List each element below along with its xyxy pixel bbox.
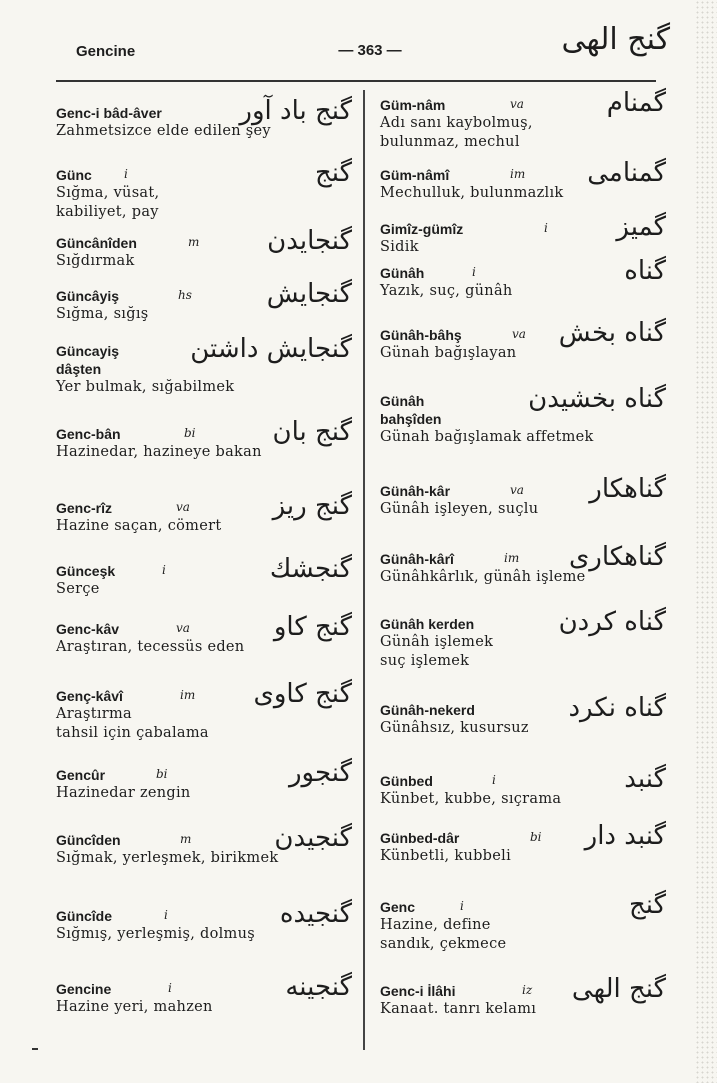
entry-arabic-script: گناهكارى <box>568 542 666 572</box>
entry-part-of-speech: i <box>124 167 128 181</box>
entry-part-of-speech: i <box>168 981 172 995</box>
dictionary-entry <box>56 679 356 743</box>
entry-arabic-script: گنج كاو <box>273 612 352 642</box>
entry-arabic-script: گمنام <box>606 88 666 118</box>
entry-definition: Sığmak, yerleşmek, birikmek <box>56 850 279 866</box>
entry-definition: Günâhsız, kusursuz <box>380 720 529 736</box>
entry-definition: Yazık, suç, günâh <box>380 283 513 299</box>
dictionary-entry <box>56 612 356 657</box>
entry-arabic-script: گنجيدن <box>274 823 352 853</box>
header-right-word: گنج الهى <box>561 22 670 57</box>
entry-arabic-script: گنج باد آور <box>239 96 352 126</box>
dictionary-entry <box>56 823 356 868</box>
entry-term: Günbed-dâr <box>380 830 460 846</box>
entry-definition: Hazine, define sandık, çekmece <box>380 917 507 952</box>
entry-part-of-speech: bi <box>184 426 196 440</box>
entry-term: Güncîden <box>56 832 121 848</box>
entry-term: Güm-nâmî <box>380 167 450 183</box>
entry-term: Günceşk <box>56 563 116 579</box>
entry-arabic-script: گنجايش <box>266 279 352 309</box>
entry-definition: Yer bulmak, sığabilmek <box>56 379 235 395</box>
dictionary-entry <box>380 384 670 447</box>
entry-arabic-script: گنبد دار <box>584 821 666 851</box>
entry-part-of-speech: va <box>176 500 190 514</box>
dictionary-entry <box>380 474 670 519</box>
entry-part-of-speech: i <box>472 265 476 279</box>
dictionary-entry <box>56 554 356 599</box>
dictionary-entry <box>380 212 670 257</box>
entry-part-of-speech: hs <box>178 288 192 302</box>
entry-part-of-speech: im <box>180 688 196 702</box>
entry-definition: Sığma, vüsat, kabiliyet, pay <box>56 185 160 220</box>
dictionary-entry <box>56 417 356 462</box>
entry-part-of-speech: i <box>460 899 464 913</box>
entry-term: Gimîz-gümîz <box>380 221 464 237</box>
entry-term: Günâh bahşîden <box>380 393 442 427</box>
entry-term: Günâh-nekerd <box>380 702 475 718</box>
dictionary-entry <box>56 158 356 222</box>
dictionary-entry <box>56 899 356 944</box>
entry-part-of-speech: va <box>512 327 526 341</box>
entry-part-of-speech: bi <box>156 767 168 781</box>
entry-arabic-script: گناه نكرد <box>568 693 666 723</box>
page-edge-texture <box>695 0 717 1083</box>
entry-term: Günc <box>56 167 92 183</box>
dictionary-entry <box>380 607 670 671</box>
entry-part-of-speech: im <box>504 551 520 565</box>
entry-arabic-script: گنجايش داشتن <box>190 334 352 364</box>
entry-arabic-script: گنجور <box>289 758 352 788</box>
entry-definition: Hazine yeri, mahzen <box>56 999 213 1015</box>
entry-definition: Günâh işlemek suç işlemek <box>380 634 494 669</box>
column-divider <box>363 90 365 1050</box>
entry-definition: Mechulluk, bulunmazlık <box>380 185 564 201</box>
entry-arabic-script: گناهكار <box>589 474 666 504</box>
entry-part-of-speech: i <box>164 908 168 922</box>
entry-definition: Zahmetsizce elde edilen şey <box>56 123 271 139</box>
entry-term: Genç-kâvî <box>56 688 123 704</box>
entry-arabic-script: گنجايدن <box>267 226 352 256</box>
entry-part-of-speech: m <box>180 832 192 846</box>
entry-term: Genc <box>380 899 416 915</box>
entry-part-of-speech: i <box>492 773 496 787</box>
entry-definition: Sığma, sığış <box>56 306 149 322</box>
entry-term: Güncâyiş <box>56 288 120 304</box>
entry-arabic-script: گنج <box>628 890 666 920</box>
dictionary-entry <box>380 318 670 363</box>
entry-definition: Hazinedar zengin <box>56 785 191 801</box>
entry-definition: Serçe <box>56 581 100 597</box>
entry-part-of-speech: va <box>510 97 524 111</box>
dictionary-entry <box>56 226 356 271</box>
entry-term: Günâh-kârî <box>380 551 454 567</box>
entry-arabic-script: گناه بخشيدن <box>528 384 666 414</box>
entry-term: Güncîde <box>56 908 113 924</box>
entry-term: Genc-i İlâhi <box>380 983 456 999</box>
entry-term: Genc-i bâd-âver <box>56 105 162 121</box>
entry-arabic-script: گنبد <box>624 764 666 794</box>
entry-arabic-script: گنج كاوى <box>253 679 352 709</box>
dictionary-entry <box>380 974 670 1019</box>
entry-arabic-script: گنجشك <box>269 554 352 584</box>
entry-definition: Hazine saçan, cömert <box>56 518 222 534</box>
dictionary-entry <box>56 334 356 397</box>
entry-term: Günbed <box>380 773 433 789</box>
dictionary-entry <box>380 821 670 866</box>
entry-term: Günâh kerden <box>380 616 475 632</box>
entry-term: Gencine <box>56 981 112 997</box>
entry-definition: Sığdırmak <box>56 253 135 269</box>
entry-part-of-speech: bi <box>530 830 542 844</box>
entry-definition: Sidik <box>380 239 419 255</box>
entry-definition: Günah bağışlayan <box>380 345 517 361</box>
page-number: — 363 — <box>338 42 402 59</box>
entry-term: Genc-kâv <box>56 621 120 637</box>
entry-arabic-script: گميز <box>616 212 666 242</box>
entry-arabic-script: گنجينه <box>285 972 352 1002</box>
dictionary-entry <box>56 279 356 324</box>
entry-arabic-script: گناه بخش <box>558 318 666 348</box>
entry-term: Günâh <box>380 265 425 281</box>
dictionary-entry <box>56 491 356 536</box>
entry-definition: Araştıran, tecessüs eden <box>56 639 245 655</box>
entry-term: Gencûr <box>56 767 106 783</box>
entry-term: Genc-bân <box>56 426 121 442</box>
entry-definition: Sığmış, yerleşmiş, dolmuş <box>56 926 255 942</box>
entry-part-of-speech: iz <box>522 983 533 997</box>
entry-definition: Kanaat. tanrı kelamı <box>380 1001 537 1017</box>
entry-arabic-script: گنج بان <box>272 417 352 447</box>
entry-definition: Günâh işleyen, suçlu <box>380 501 539 517</box>
dictionary-entry <box>380 542 670 587</box>
entry-term: Güncânîden <box>56 235 137 251</box>
entry-definition: Günâhkârlık, günâh işleme <box>380 569 586 585</box>
entry-definition: Günah bağışlamak affetmek <box>380 429 594 445</box>
entry-arabic-script: گنج الهى <box>571 974 666 1004</box>
header-left-word: Gencine <box>76 43 136 60</box>
entry-part-of-speech: i <box>162 563 166 577</box>
dictionary-entry <box>380 890 670 954</box>
dictionary-entry <box>380 693 670 738</box>
dictionary-entry <box>380 88 670 152</box>
dictionary-entry <box>56 96 356 141</box>
entry-definition: Künbetli, kubbeli <box>380 848 512 864</box>
entry-arabic-script: گنج ريز <box>272 491 352 521</box>
entry-part-of-speech: im <box>510 167 526 181</box>
dictionary-entry <box>380 256 670 301</box>
entry-part-of-speech: va <box>176 621 190 635</box>
dictionary-entry <box>380 764 670 809</box>
entry-arabic-script: گناه كردن <box>558 607 666 637</box>
dictionary-entry <box>380 158 670 203</box>
entry-term: Genc-rîz <box>56 500 113 516</box>
header-rule <box>56 80 656 82</box>
entry-definition: Hazinedar, hazineye bakan <box>56 444 262 460</box>
entry-part-of-speech: i <box>544 221 548 235</box>
entry-part-of-speech: m <box>188 235 200 249</box>
dictionary-entry <box>56 972 356 1017</box>
entry-term: Günâh-bâhş <box>380 327 462 343</box>
entry-definition: Araştırma tahsil için çabalama <box>56 706 209 741</box>
entry-term: Güncayiş dâşten <box>56 343 120 377</box>
margin-mark <box>32 1048 38 1050</box>
dictionary-entry <box>56 758 356 803</box>
entry-arabic-script: گمنامى <box>587 158 666 188</box>
entry-arabic-script: گنج <box>314 158 352 188</box>
entry-definition: Adı sanı kaybolmuş, bulunmaz, mechul <box>380 115 533 150</box>
entry-arabic-script: گناه <box>624 256 666 286</box>
entry-arabic-script: گنجيده <box>279 899 352 929</box>
entry-term: Günâh-kâr <box>380 483 451 499</box>
entry-definition: Künbet, kubbe, sıçrama <box>380 791 562 807</box>
entry-part-of-speech: va <box>510 483 524 497</box>
entry-term: Güm-nâm <box>380 97 446 113</box>
